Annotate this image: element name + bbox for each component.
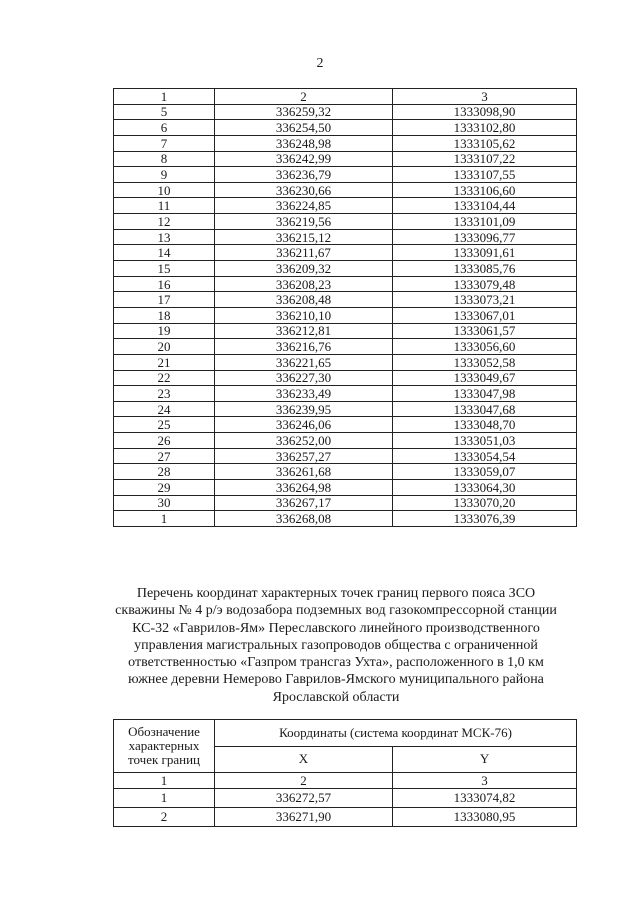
point-cell: 8 — [114, 151, 215, 167]
y-header: Y — [393, 746, 577, 773]
point-cell: 14 — [114, 245, 215, 261]
table-row — [114, 401, 577, 417]
table-row — [114, 245, 577, 261]
x-cell: 336272,57 — [215, 789, 393, 808]
point-cell: 2 — [114, 808, 215, 827]
y-cell: 1333047,68 — [393, 401, 577, 417]
description-line: ответственностью «Газпром трансгаз Ухта», расположенного в 1,0 км — [128, 655, 544, 671]
y-cell: 1333061,57 — [393, 323, 577, 339]
point-cell: 1 — [114, 511, 215, 527]
x-cell: 336271,90 — [215, 808, 393, 827]
y-cell: 1333101,09 — [393, 214, 577, 230]
y-cell: 1333067,01 — [393, 307, 577, 323]
x-cell: 336264,98 — [215, 480, 393, 496]
point-cell: 10 — [114, 182, 215, 198]
point-cell: 21 — [114, 354, 215, 370]
table-row — [114, 151, 577, 167]
x-cell: 336215,12 — [215, 229, 393, 245]
x-cell: 336236,79 — [215, 167, 393, 183]
x-cell: 336233,49 — [215, 386, 393, 402]
y-cell: 1333048,70 — [393, 417, 577, 433]
numbering-cell: 2 — [215, 773, 393, 789]
table-row — [114, 198, 577, 214]
x-cell: 336208,23 — [215, 276, 393, 292]
x-cell: 336248,98 — [215, 135, 393, 151]
table-row — [114, 135, 577, 151]
x-cell: 336212,81 — [215, 323, 393, 339]
y-cell: 1333104,44 — [393, 198, 577, 214]
description-line: управления магистральных газопроводов общества с ограниченной — [134, 637, 538, 653]
y-cell: 1333073,21 — [393, 292, 577, 308]
table-row — [114, 292, 577, 308]
table-row — [114, 276, 577, 292]
description-line: южнее деревни Немерово Гаврилов-Ямского муниципального района — [128, 672, 544, 688]
y-cell: 1333098,90 — [393, 104, 577, 120]
table-row — [114, 808, 577, 827]
x-cell: 336227,30 — [215, 370, 393, 386]
description-line: скважины № 4 р/э водозабора подземных вод газокомпрессорной станции — [115, 603, 557, 619]
header-cell-y: 3 — [393, 89, 577, 105]
x-cell: 336211,67 — [215, 245, 393, 261]
table-row — [114, 214, 577, 230]
point-cell: 7 — [114, 135, 215, 151]
x-cell: 336254,50 — [215, 120, 393, 136]
x-cell: 336208,48 — [215, 292, 393, 308]
coordinates-table-continued — [113, 88, 577, 527]
x-cell: 336216,76 — [215, 339, 393, 355]
y-cell: 1333091,61 — [393, 245, 577, 261]
coordinates-table-well-4 — [113, 719, 577, 827]
point-cell: 24 — [114, 401, 215, 417]
x-cell: 336209,32 — [215, 261, 393, 277]
point-cell: 30 — [114, 495, 215, 511]
y-cell: 1333079,48 — [393, 276, 577, 292]
table-header-row — [114, 89, 577, 105]
description-line: Ярославской области — [272, 689, 400, 705]
y-cell: 1333070,20 — [393, 495, 577, 511]
x-cell: 336242,99 — [215, 151, 393, 167]
x-cell: 336257,27 — [215, 448, 393, 464]
point-cell: 29 — [114, 480, 215, 496]
numbering-cell: 1 — [114, 773, 215, 789]
point-cell: 5 — [114, 104, 215, 120]
numbering-cell: 3 — [393, 773, 577, 789]
table-row — [114, 229, 577, 245]
x-cell: 336261,68 — [215, 464, 393, 480]
header-cell-x: 2 — [215, 89, 393, 105]
table-row — [114, 417, 577, 433]
point-cell: 15 — [114, 261, 215, 277]
y-cell: 1333096,77 — [393, 229, 577, 245]
x-cell: 336268,08 — [215, 511, 393, 527]
point-cell: 6 — [114, 120, 215, 136]
x-cell: 336246,06 — [215, 417, 393, 433]
description-line: Перечень координат характерных точек границ первого пояса ЗСО — [136, 586, 536, 601]
x-cell: 336210,10 — [215, 307, 393, 323]
point-cell: 26 — [114, 433, 215, 449]
table-row — [114, 495, 577, 511]
table-row — [114, 433, 577, 449]
y-cell: 1333107,22 — [393, 151, 577, 167]
y-cell: 1333054,54 — [393, 448, 577, 464]
table-row — [114, 120, 577, 136]
y-cell: 1333052,58 — [393, 354, 577, 370]
y-cell: 1333102,80 — [393, 120, 577, 136]
table-row — [114, 354, 577, 370]
point-cell: 9 — [114, 167, 215, 183]
x-cell: 336219,56 — [215, 214, 393, 230]
point-cell: 25 — [114, 417, 215, 433]
table-row — [114, 167, 577, 183]
point-cell: 16 — [114, 276, 215, 292]
coordinate-system-header: Координаты (система координат МСК-76) — [215, 720, 577, 747]
table-row — [114, 789, 577, 808]
x-header: X — [215, 746, 393, 773]
x-cell: 336221,65 — [215, 354, 393, 370]
table-row — [114, 104, 577, 120]
point-cell: 1 — [114, 789, 215, 808]
table-row — [114, 448, 577, 464]
y-cell: 1333049,67 — [393, 370, 577, 386]
point-cell: 12 — [114, 214, 215, 230]
table-row — [114, 261, 577, 277]
y-cell: 1333085,76 — [393, 261, 577, 277]
y-cell: 1333080,95 — [393, 808, 577, 827]
table-row — [114, 386, 577, 402]
y-cell: 1333107,55 — [393, 167, 577, 183]
point-cell: 13 — [114, 229, 215, 245]
table-row — [114, 182, 577, 198]
point-cell: 22 — [114, 370, 215, 386]
table-row — [114, 511, 577, 527]
page-number: 2 — [316, 56, 324, 71]
x-cell: 336224,85 — [215, 198, 393, 214]
y-cell: 1333074,82 — [393, 789, 577, 808]
point-cell: 27 — [114, 448, 215, 464]
y-cell: 1333056,60 — [393, 339, 577, 355]
y-cell: 1333059,07 — [393, 464, 577, 480]
table-header-row — [114, 720, 577, 747]
x-cell: 336259,32 — [215, 104, 393, 120]
table-row — [114, 464, 577, 480]
description-line: КС-32 «Гаврилов-Ям» Переславского линейного производственного — [132, 620, 540, 636]
point-cell: 17 — [114, 292, 215, 308]
y-cell: 1333076,39 — [393, 511, 577, 527]
point-cell: 23 — [114, 386, 215, 402]
point-cell: 19 — [114, 323, 215, 339]
table-row — [114, 370, 577, 386]
point-cell: 11 — [114, 198, 215, 214]
x-cell: 336252,00 — [215, 433, 393, 449]
y-cell: 1333064,30 — [393, 480, 577, 496]
header-cell-point: 1 — [114, 89, 215, 105]
point-cell: 20 — [114, 339, 215, 355]
column-numbering-row — [114, 773, 577, 789]
table-row — [114, 323, 577, 339]
x-cell: 336267,17 — [215, 495, 393, 511]
section-description — [100, 585, 572, 706]
table-row — [114, 480, 577, 496]
designation-header: Обозначение характерных точек границ — [114, 720, 215, 773]
y-cell: 1333047,98 — [393, 386, 577, 402]
x-cell: 336230,66 — [215, 182, 393, 198]
y-cell: 1333051,03 — [393, 433, 577, 449]
point-cell: 18 — [114, 307, 215, 323]
table-row — [114, 339, 577, 355]
point-cell: 28 — [114, 464, 215, 480]
y-cell: 1333105,62 — [393, 135, 577, 151]
table-row — [114, 307, 577, 323]
y-cell: 1333106,60 — [393, 182, 577, 198]
x-cell: 336239,95 — [215, 401, 393, 417]
